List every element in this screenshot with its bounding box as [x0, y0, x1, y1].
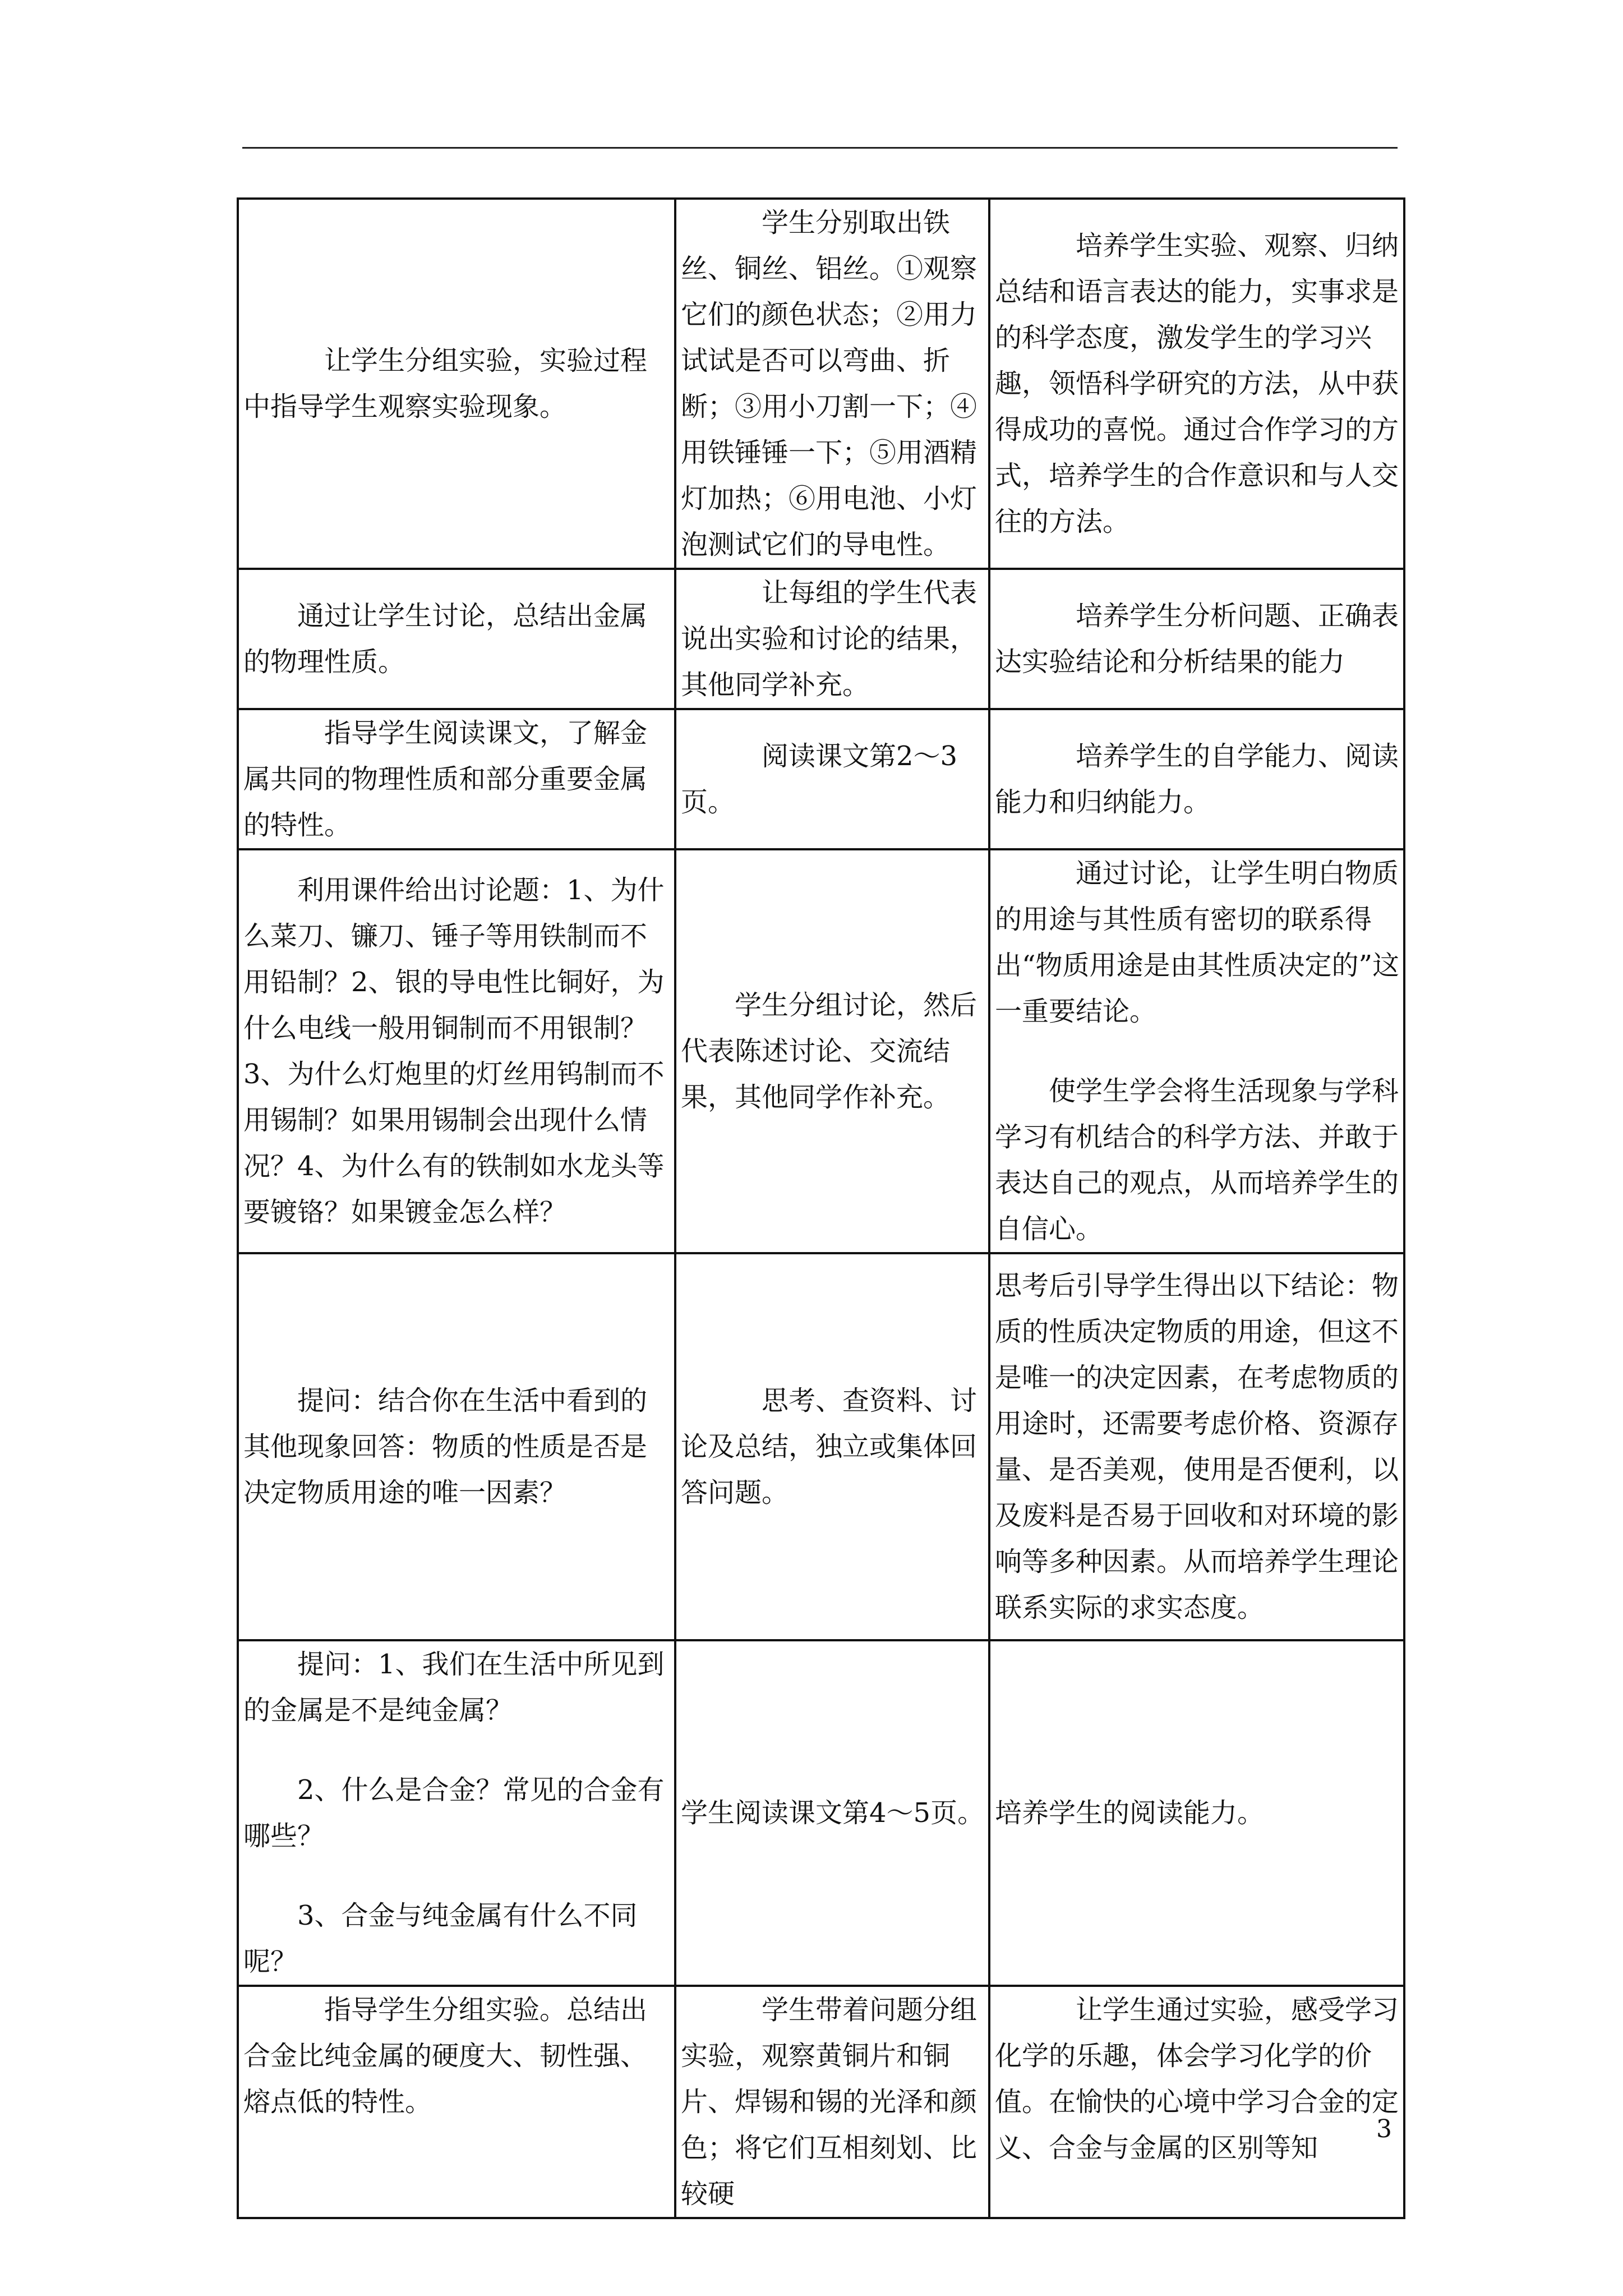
table-row	[238, 1986, 1404, 2218]
design-intent-cell	[989, 569, 1404, 709]
paragraph-gap	[243, 1859, 671, 1893]
teacher-activity-cell	[238, 199, 675, 569]
design-intent-cell	[989, 1640, 1404, 1986]
table-row	[238, 199, 1404, 569]
table-row	[238, 709, 1404, 849]
student-activity-text: 学生分别取出铁丝、铜丝、铝丝。①观察它们的颜色状态；②用力试试是否可以弯曲、折断；③用小刀割一下；④用铁锤锤一下；⑤用酒精灯加热；⑥用电池、小灯泡测试它们的导电性。	[681, 207, 978, 560]
student-activity-text: 学生阅读课文第4～5页。	[681, 1797, 985, 1829]
teacher-activity-text: 2、什么是合金？常见的合金有哪些？	[243, 1774, 665, 1852]
design-intent-cell	[989, 1986, 1404, 2218]
design-intent-text: 培养学生的自学能力、阅读能力和归纳能力。	[995, 740, 1399, 818]
teacher-activity-text: 3、合金与纯金属有什么不同呢？	[243, 1900, 638, 1977]
teacher-activity-text: 提问：结合你在生活中看到的其他现象回答：物质的性质是否是决定物质用途的唯一因素？	[243, 1385, 648, 1508]
student-activity-text: 学生带着问题分组实验，观察黄铜片和铜片、焊锡和锡的光泽和颜色；将它们互相刻划、比较硬	[681, 1994, 978, 2210]
design-intent-text: 使学生学会将生活现象与学科学习有机结合的科学方法、并敢于表达自己的观点，从而培养学生的自信心。	[995, 1075, 1399, 1245]
lesson-plan-table	[237, 197, 1405, 2219]
teacher-activity-cell	[238, 709, 675, 849]
design-intent-cell	[989, 849, 1404, 1253]
design-intent-text: 培养学生的阅读能力。	[995, 1797, 1265, 1829]
teacher-activity-text: 通过让学生讨论，总结出金属的物理性质。	[243, 600, 648, 678]
student-activity-cell	[675, 709, 989, 849]
student-activity-text: 让每组的学生代表说出实验和讨论的结果，其他同学补充。	[681, 577, 978, 701]
teacher-activity-cell	[238, 569, 675, 709]
teacher-activity-cell	[238, 1986, 675, 2218]
design-intent-text: 培养学生实验、观察、归纳总结和语言表达的能力，实事求是的科学态度，激发学生的学习兴趣，领悟科学研究的方法，从中获得成功的喜悦。通过合作学习的方式，培养学生的合作意识和与人交往的方法。	[995, 230, 1399, 537]
paragraph-gap	[995, 1034, 1400, 1068]
design-intent-text: 培养学生分析问题、正确表达实验结论和分析结果的能力	[995, 600, 1399, 678]
student-activity-text: 阅读课文第2～3页。	[681, 740, 958, 818]
teacher-activity-text: 提问：1、我们在生活中所见到的金属是不是纯金属？	[243, 1649, 665, 1726]
teacher-activity-cell	[238, 1253, 675, 1640]
table-row	[238, 1640, 1404, 1986]
paragraph-gap	[243, 1733, 671, 1767]
teacher-activity-text: 让学生分组实验，实验过程中指导学生观察实验现象。	[243, 345, 648, 422]
page-number: 3	[1376, 2115, 1392, 2143]
design-intent-cell	[989, 709, 1404, 849]
student-activity-text: 思考、查资料、讨论及总结，独立或集体回答问题。	[681, 1385, 978, 1508]
design-intent-text: 通过讨论，让学生明白物质的用途与其性质有密切的联系得出“物质用途是由其性质决定的”这一重要结论。	[995, 858, 1400, 1027]
student-activity-cell	[675, 1640, 989, 1986]
student-activity-cell	[675, 1253, 989, 1640]
student-activity-cell	[675, 1986, 989, 2218]
teacher-activity-cell	[238, 1640, 675, 1986]
design-intent-cell	[989, 199, 1404, 569]
student-activity-text: 学生分组讨论，然后代表陈述讨论、交流结果，其他同学作补充。	[681, 990, 978, 1113]
design-intent-cell	[989, 1253, 1404, 1640]
table-row	[238, 849, 1404, 1253]
teacher-activity-text: 指导学生阅读课文，了解金属共同的物理性质和部分重要金属的特性。	[243, 717, 648, 841]
table-row	[238, 1253, 1404, 1640]
design-intent-text: 思考后引导学生得出以下结论：物质的性质决定物质的用途，但这不是唯一的决定因素，在考虑物质的用途时，还需要考虑价格、资源存量、是否美观，使用是否便利，以及废料是否易于回收和对环境的影响等多种因素。从而培养学生理论联系实际的求实态度。	[995, 1270, 1399, 1623]
teacher-activity-text: 指导学生分组实验。总结出合金比纯金属的硬度大、韧性强、熔点低的特性。	[243, 1994, 648, 2118]
table-row	[238, 569, 1404, 709]
header-rule	[242, 147, 1398, 149]
student-activity-cell	[675, 849, 989, 1253]
teacher-activity-cell	[238, 849, 675, 1253]
student-activity-cell	[675, 569, 989, 709]
student-activity-cell	[675, 199, 989, 569]
teacher-activity-text: 利用课件给出讨论题：1、为什么菜刀、镰刀、锤子等用铁制而不用铅制？2、银的导电性比铜好，为什么电线一般用铜制而不用银制？3、为什么灯炮里的灯丝用钨制而不用锡制？如果用锡制会出现什么情况？4、为什么有的铁制如水龙头等要镀铬？如果镀金怎么样？	[243, 875, 665, 1228]
design-intent-text: 让学生通过实验，感受学习化学的乐趣，体会学习化学的价值。在愉快的心境中学习合金的定义、合金与金属的区别等知	[995, 1994, 1399, 2164]
